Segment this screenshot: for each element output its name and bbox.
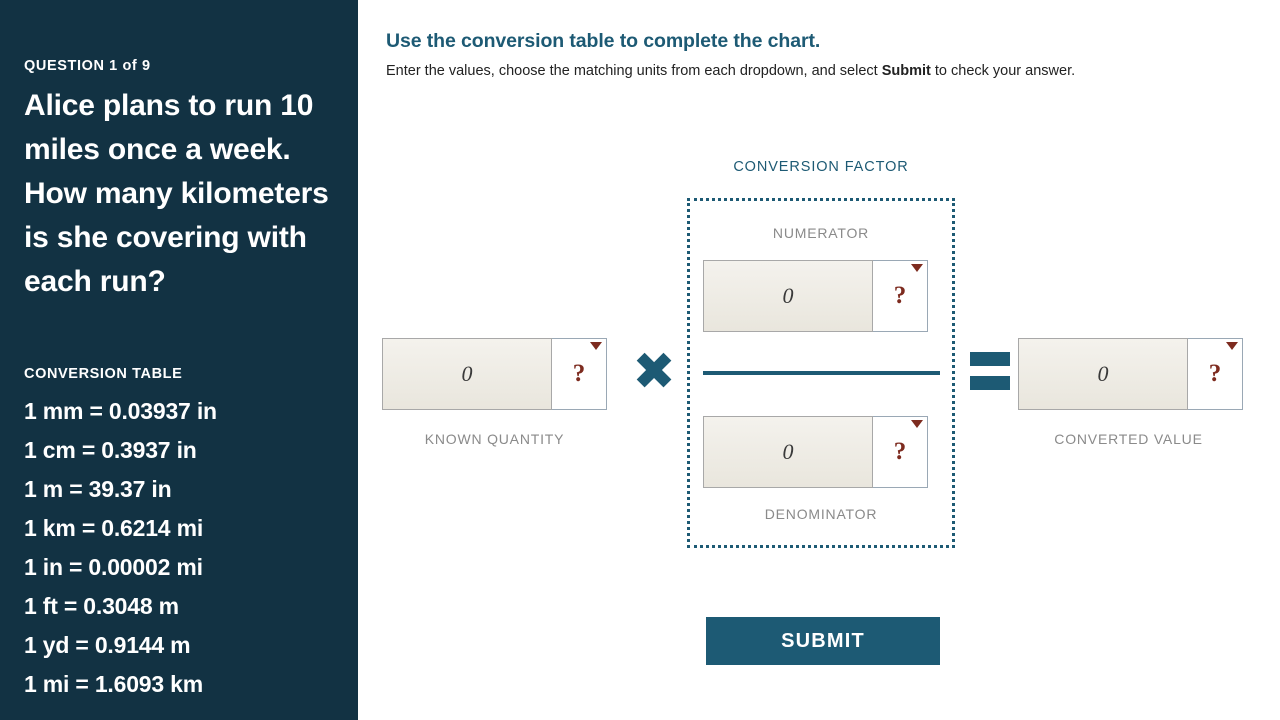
fraction-bar: [703, 371, 940, 375]
chevron-down-icon: [911, 264, 923, 272]
numerator-label: NUMERATOR: [772, 225, 870, 241]
converted-value-label: CONVERTED VALUE: [1054, 431, 1203, 447]
known-quantity-unit-value: ?: [572, 360, 586, 387]
denominator-value-input[interactable]: 0: [703, 416, 873, 488]
equals-bar-bottom: [970, 376, 1010, 390]
instruction-title: Use the conversion table to complete the chart.: [386, 30, 821, 52]
submit-button[interactable]: SUBMIT: [706, 617, 940, 665]
equals-icon: [970, 352, 1010, 400]
denominator-field: [703, 416, 928, 488]
conversion-table-list: [24, 392, 334, 704]
chevron-down-icon: [1226, 342, 1238, 350]
conversion-table-row: 1 km = 0.6214 mi: [24, 515, 204, 541]
known-quantity-unit-dropdown[interactable]: [552, 338, 607, 410]
conversion-table-row: 1 in = 0.00002 mi: [24, 554, 203, 580]
numerator-field: [703, 260, 928, 332]
instruction-sub-part-2: to check your answer.: [930, 63, 1076, 79]
denominator-unit-dropdown[interactable]: [873, 416, 928, 488]
converted-value-input[interactable]: 0: [1018, 338, 1188, 410]
conversion-table-row: 1 mi = 1.6093 km: [24, 671, 204, 697]
known-quantity-value-input[interactable]: 0: [382, 338, 552, 410]
instruction-sub-bold: Submit: [881, 63, 931, 79]
known-quantity-field: [382, 338, 607, 410]
conversion-table-row: 1 m = 39.37 in: [24, 476, 172, 502]
conversion-factor-label: CONVERSION FACTOR: [733, 159, 909, 175]
equals-bar-top: [970, 352, 1010, 366]
question-counter: QUESTION 1 of 9: [24, 58, 151, 74]
conversion-table-row: 1 yd = 0.9144 m: [24, 632, 191, 658]
numerator-unit-dropdown[interactable]: [873, 260, 928, 332]
denominator-unit-value: ?: [893, 438, 907, 465]
converted-value-field: [1018, 338, 1243, 410]
converted-value-unit-value: ?: [1208, 360, 1222, 387]
instruction-sub-part-1: Enter the values, choose the matching units from each dropdown, and select: [386, 63, 882, 79]
chevron-down-icon: [590, 342, 602, 350]
conversion-table-row: 1 ft = 0.3048 m: [24, 593, 179, 619]
numerator-unit-value: ?: [893, 282, 907, 309]
conversion-table-row: 1 mm = 0.03937 in: [24, 398, 217, 424]
sidebar: [0, 0, 358, 720]
known-quantity-label: KNOWN QUANTITY: [424, 431, 565, 447]
chevron-down-icon: [911, 420, 923, 428]
multiply-icon: ✖: [632, 342, 676, 402]
instruction-subtitle: [386, 63, 1075, 79]
main-content: [358, 0, 1280, 720]
numerator-value-input[interactable]: 0: [703, 260, 873, 332]
conversion-table-title: CONVERSION TABLE: [24, 366, 183, 382]
question-text: Alice plans to run 10 miles once a week. How many kilometers is she covering with each run?: [24, 89, 329, 298]
converted-value-unit-dropdown[interactable]: [1188, 338, 1243, 410]
denominator-label: DENOMINATOR: [764, 506, 878, 522]
conversion-table-row: 1 cm = 0.3937 in: [24, 437, 197, 463]
